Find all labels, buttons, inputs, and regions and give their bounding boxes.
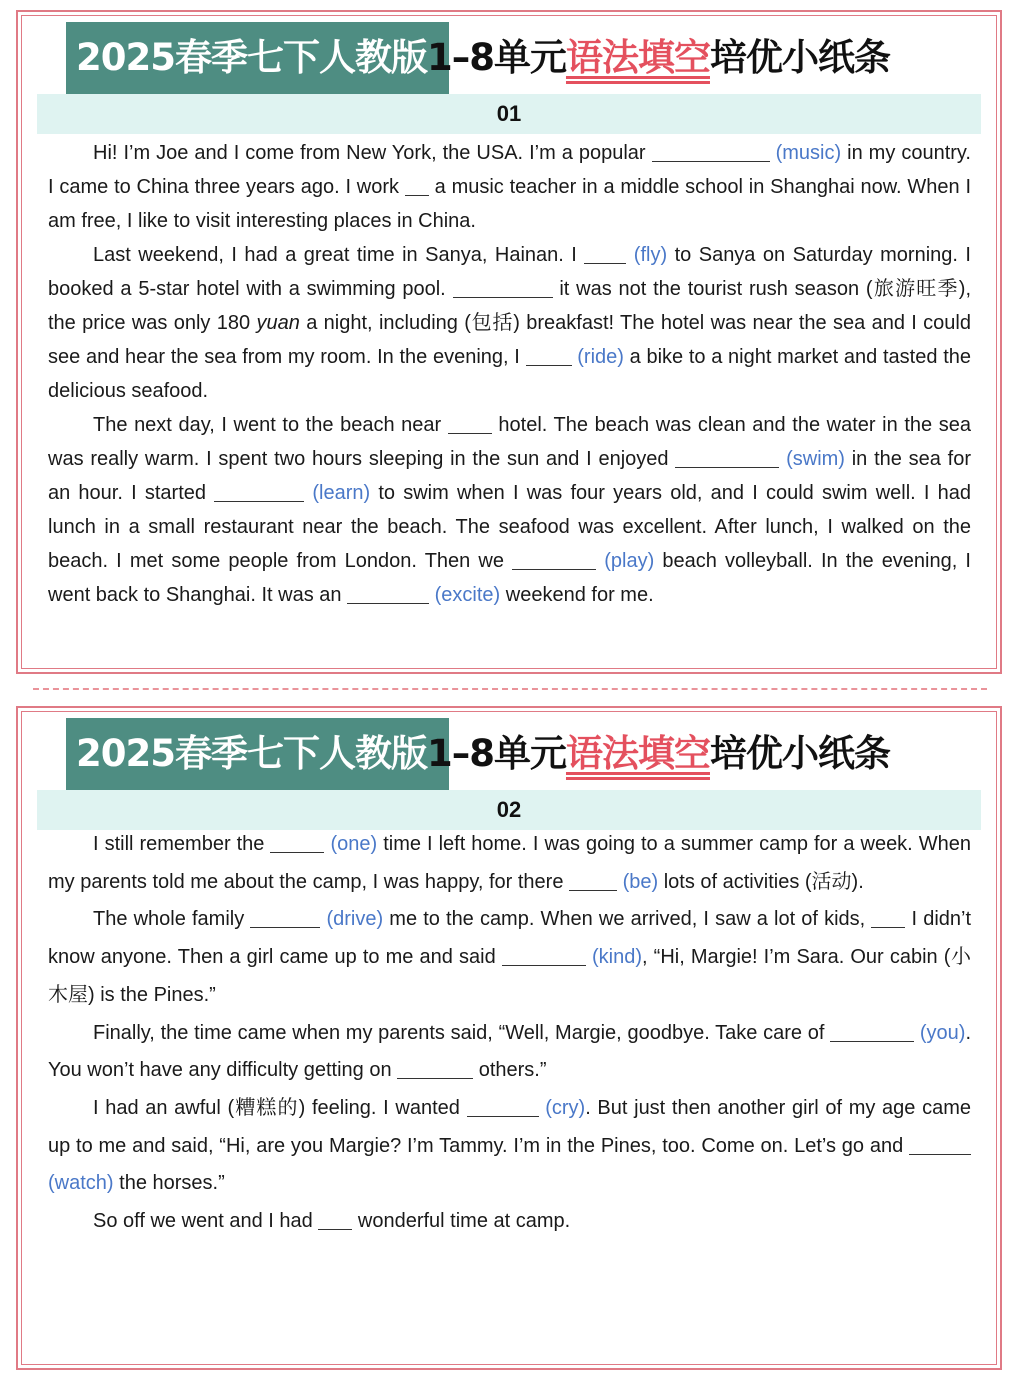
word-hint: (one) [330, 833, 378, 855]
fill-blank[interactable] [830, 1021, 914, 1042]
fill-blank[interactable] [397, 1058, 473, 1079]
word-hint: (ride) [577, 346, 624, 368]
word-hint: (kind) [591, 946, 642, 969]
fill-blank[interactable] [250, 907, 320, 928]
word-hint: (you) [919, 1021, 966, 1044]
paragraph: I still remember the (one) time I left home. I was going to a summer camp for a week. When my parents told me about the camp, I was happy, for there (be) lots of activities (活动). [48, 833, 972, 893]
word-hint: (music) [775, 142, 842, 164]
paragraph: I had an awful (糟糕的) feeling. I wanted (cry). But just then another girl of my age came up to me and said, “Hi, are you Margie? I’m Tammy. I’m in the Pines, too. Come on. Let’s go and (watch) the horses.” [48, 1096, 971, 1195]
word-hint: (be) [622, 870, 659, 893]
title-part-topic: 语法填空 [565, 36, 710, 79]
fill-blank[interactable] [526, 345, 572, 366]
fill-blank[interactable] [502, 945, 586, 966]
worksheet-card-02 [16, 706, 1002, 1370]
dashed-cut-line [33, 688, 987, 690]
passage-02 [48, 826, 971, 1241]
word-hint: (play) [604, 550, 655, 572]
section-number: 01 [37, 94, 981, 134]
title-part-edition: 2025春季七下人教版 [76, 36, 427, 79]
fill-blank[interactable] [584, 243, 626, 264]
paragraph: Finally, the time came when my parents said, “Well, Margie, goodbye. Take care of (you). You won’t have any difficulty getting on others.” [48, 1021, 971, 1082]
paragraph: So off we went and I had wonderful time at camp. [93, 1210, 571, 1233]
fill-blank[interactable] [270, 832, 324, 853]
paragraph: Last weekend, I had a great time in Sanya, Hainan. I (fly) to Sanya on Saturday morning. I booked a 5-star hotel with a swimming pool. it was not the tourist rush season (旅游旺季), the price was only 180 yuan a night, including (包括) breakfast! The hotel was near the sea and I could see and hear the sea from my room. In the evening, I (ride) a bike to a night market and tasted the delicious seafood. [48, 244, 971, 402]
fill-blank[interactable] [318, 1209, 352, 1230]
word-hint: (learn) [312, 482, 371, 504]
word-hint: (swim) [786, 448, 845, 470]
word-hint: (watch) [48, 1172, 114, 1195]
title-part-units: 1–8单元 [426, 36, 566, 79]
fill-blank[interactable] [871, 907, 905, 928]
fill-blank[interactable] [448, 413, 492, 434]
fill-blank[interactable] [652, 141, 770, 162]
paragraph: The whole family (drive) me to the camp. When we arrived, I saw a lot of kids, I didn’t know anyone. Then a girl came up to me and said (kind), “Hi, Margie! I’m Sara. Our cabin (小木屋) is the Pines.” [48, 908, 972, 1006]
title-part-edition: 2025春季七下人教版 [76, 732, 427, 775]
word-hint: (fly) [633, 244, 668, 266]
fill-blank[interactable] [405, 175, 429, 196]
worksheet-card-01 [16, 10, 1002, 674]
title-part-suffix: 培优小纸条 [709, 36, 890, 79]
fill-blank[interactable] [909, 1134, 971, 1155]
page-title [76, 728, 890, 780]
fill-blank[interactable] [512, 549, 596, 570]
page-title [76, 32, 890, 84]
title-part-units: 1–8单元 [426, 732, 566, 775]
title-part-topic: 语法填空 [565, 732, 710, 775]
title-part-suffix: 培优小纸条 [709, 732, 890, 775]
italic-word: yuan [256, 312, 300, 334]
word-hint: (drive) [326, 908, 384, 931]
section-number: 02 [37, 790, 981, 830]
fill-blank[interactable] [347, 583, 429, 604]
word-hint: (excite) [434, 584, 501, 606]
fill-blank[interactable] [453, 277, 553, 298]
fill-blank[interactable] [569, 870, 617, 891]
fill-blank[interactable] [467, 1096, 539, 1117]
word-hint: (cry) [545, 1096, 586, 1119]
paragraph: The next day, I went to the beach near hotel. The beach was clean and the water in the sea was really warm. I spent two hours sleeping in the sun and I enjoyed (swim) in the sea for an hour. I started (learn) to swim when I was four years old, and I could swim well. I had lunch in a small restaurant near the beach. The seafood was excellent. After lunch, I walked on the beach. I met some people from London. Then we (play) beach volleyball. In the evening, I went back to Shanghai. It was an (excite) weekend for me. [48, 414, 972, 606]
paragraph: Hi! I’m Joe and I come from New York, the USA. I’m a popular (music) in my country. I came to China three years ago. I work a music teacher in a middle school in Shanghai now. When I am free, I like to visit interesting places in China. [48, 142, 971, 232]
passage-01 [48, 136, 971, 612]
fill-blank[interactable] [214, 481, 304, 502]
fill-blank[interactable] [675, 447, 779, 468]
